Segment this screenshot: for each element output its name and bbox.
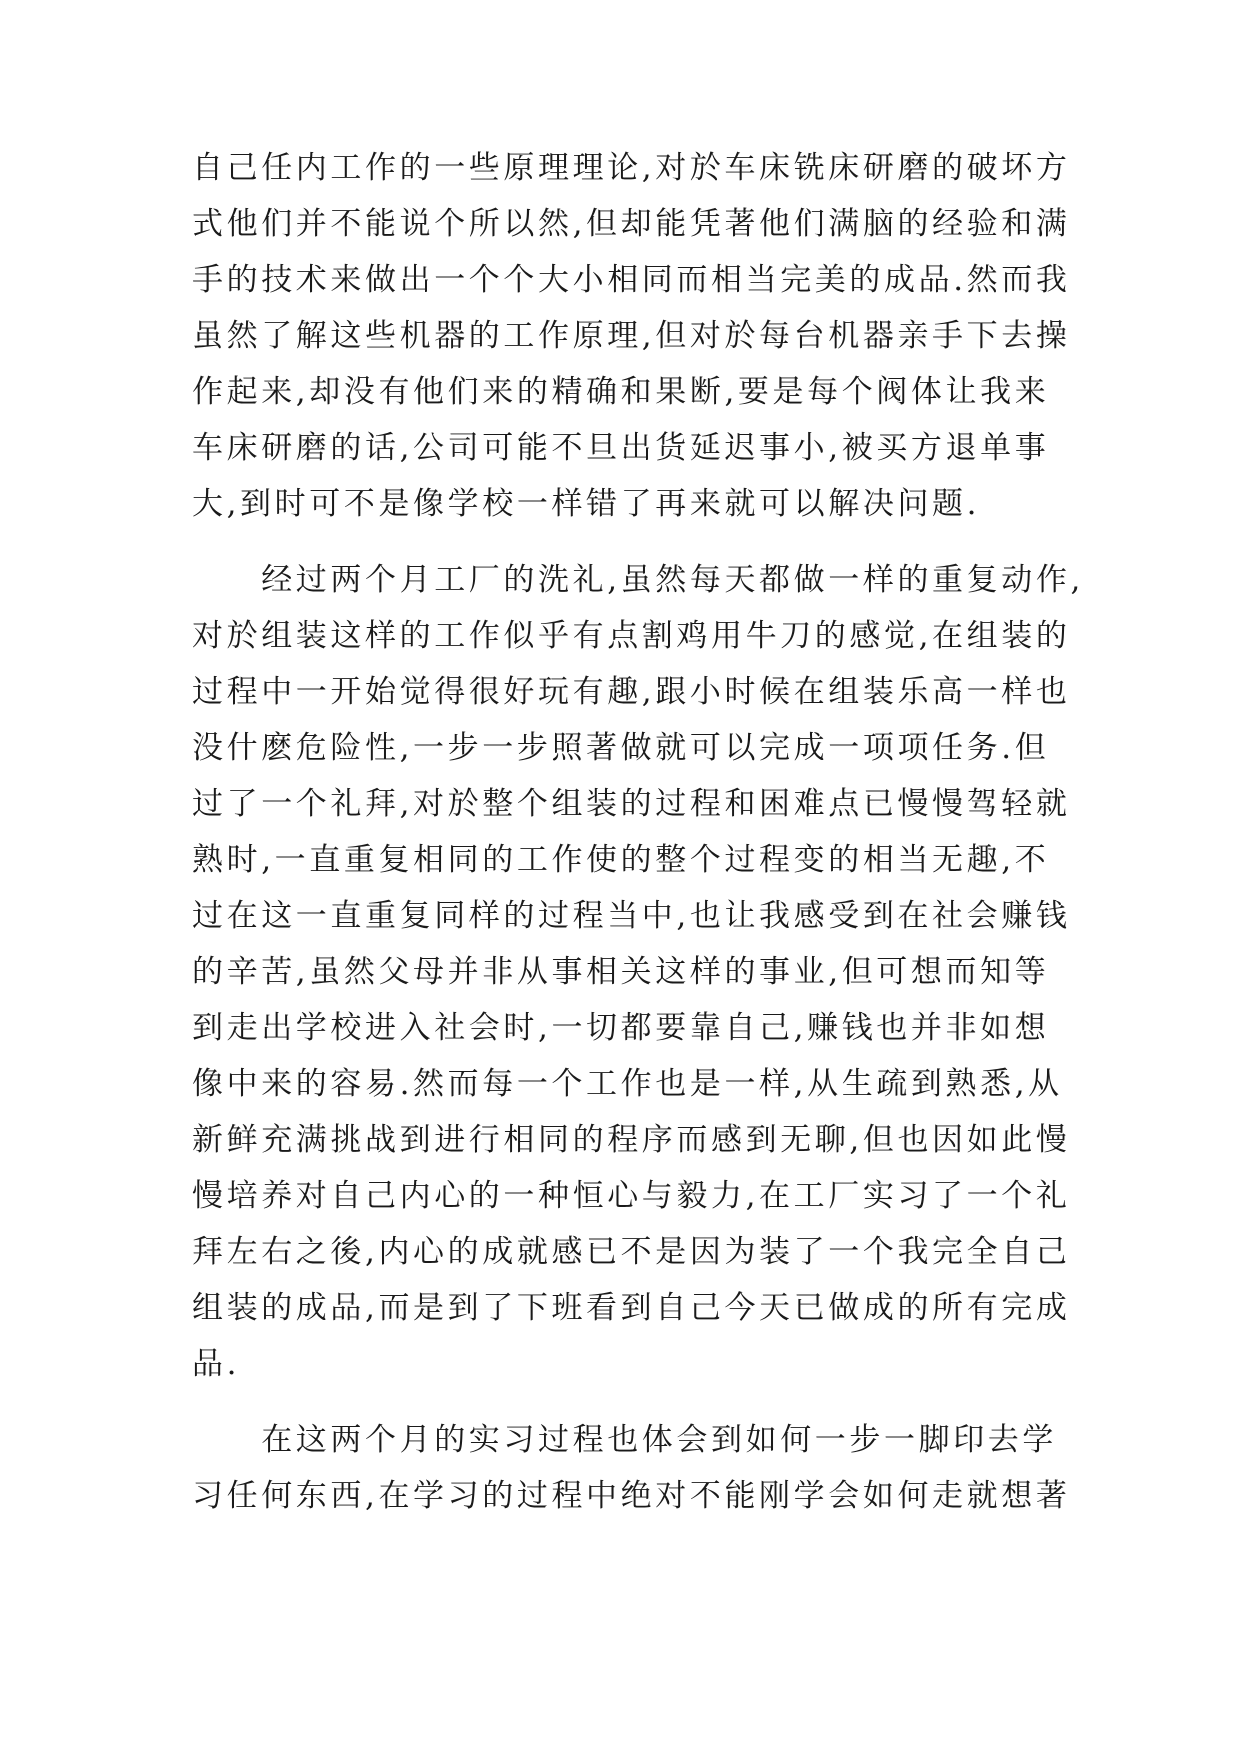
text-line: 虽然了解这些机器的工作原理,但对於每台机器亲手下去操: [192, 318, 1071, 354]
paragraph-spacer: [192, 532, 1052, 552]
paragraph-3: [192, 1412, 1071, 1524]
text-line: 自己任内工作的一些原理理论,对於车床铣床研磨的破坏方: [192, 150, 1071, 186]
text-line: 没什麽危险性,一步一步照著做就可以完成一项项任务.但: [192, 730, 1050, 766]
text-line: 品.: [192, 1346, 241, 1382]
text-line: 到走出学校进入社会时,一切都要靠自己,赚钱也并非如想: [192, 1010, 1050, 1046]
text-line: 手的技术来做出一个个大小相同而相当完美的成品.然而我: [192, 262, 1071, 298]
text-line: 在这两个月的实习过程也体会到如何一步一脚印去学: [192, 1422, 1057, 1458]
document-body: [192, 140, 1084, 1524]
text-line: 过程中一开始觉得很好玩有趣,跟小时候在组装乐高一样也: [192, 674, 1071, 710]
text-line: 对於组装这样的工作似乎有点割鸡用牛刀的感觉,在组装的: [192, 618, 1071, 654]
text-line: 慢培养对自己内心的一种恒心与毅力,在工厂实习了一个礼: [192, 1178, 1071, 1214]
text-line: 过在这一直重复同样的过程当中,也让我感受到在社会赚钱: [192, 898, 1071, 934]
text-line: 拜左右之後,内心的成就感已不是因为装了一个我完全自己: [192, 1234, 1071, 1270]
text-line: 经过两个月工厂的洗礼,虽然每天都做一样的重复动作,: [192, 562, 1084, 598]
text-line: 大,到时可不是像学校一样错了再来就可以解决问题.: [192, 486, 981, 522]
text-line: 像中来的容易.然而每一个工作也是一样,从生疏到熟悉,从: [192, 1066, 1063, 1102]
text-line: 作起来,却没有他们来的精确和果断,要是每个阀体让我来: [192, 374, 1050, 410]
text-line: 的辛苦,虽然父母并非从事相关这样的事业,但可想而知等: [192, 954, 1050, 990]
text-line: 习任何东西,在学习的过程中绝对不能刚学会如何走就想著: [192, 1478, 1071, 1514]
text-line: 车床研磨的话,公司可能不旦出货延迟事小,被买方退单事: [192, 430, 1050, 466]
text-line: 新鲜充满挑战到进行相同的程序而感到无聊,但也因如此慢: [192, 1122, 1071, 1158]
text-line: 过了一个礼拜,对於整个组装的过程和困难点已慢慢驾轻就: [192, 786, 1071, 822]
paragraph-1: [192, 140, 1071, 532]
text-line: 式他们并不能说个所以然,但却能凭著他们满脑的经验和满: [192, 206, 1071, 242]
paragraph-spacer: [192, 1392, 1052, 1412]
paragraph-2: [192, 552, 1084, 1392]
text-line: 熟时,一直重复相同的工作使的整个过程变的相当无趣,不: [192, 842, 1050, 878]
text-line: 组装的成品,而是到了下班看到自己今天已做成的所有完成: [192, 1290, 1071, 1326]
